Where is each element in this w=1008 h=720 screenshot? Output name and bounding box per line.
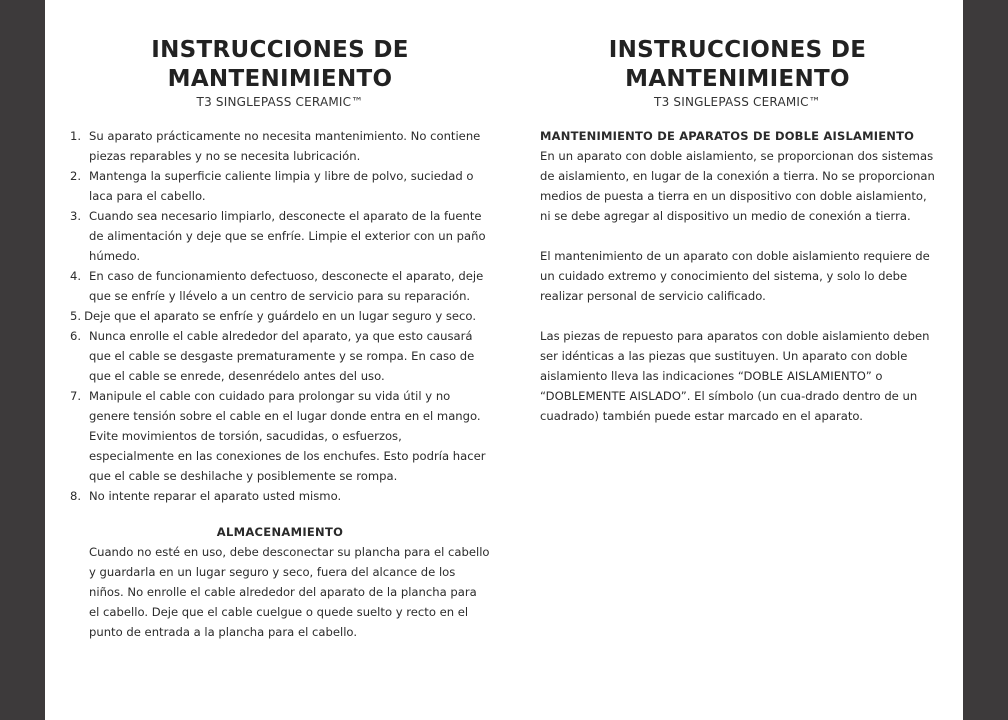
list-item-number: 7. bbox=[70, 389, 82, 403]
list-item-number: 5. bbox=[70, 309, 82, 323]
right-column bbox=[540, 0, 935, 446]
maintenance-list bbox=[70, 126, 490, 506]
right-title bbox=[540, 0, 935, 94]
list-item-number: 4. bbox=[70, 269, 82, 283]
list-item-number: 6. bbox=[70, 329, 82, 343]
paragraph-1: En un aparato con doble aislamiento, se proporcionan dos sistemas de aislamiento, en lugar de la conexión a tierra. No se proporcionan medios de puesta a tierra en un dispositivo con doble aislamiento, ni se debe agregar al dispositivo un medio de conexión a tierra. bbox=[540, 149, 935, 223]
right-subtitle: T3 SINGLEPASS CERAMIC™ bbox=[654, 95, 821, 109]
document-page bbox=[45, 0, 963, 720]
right-title-line2: MANTENIMIENTO bbox=[625, 66, 850, 92]
list-item-text: Mantenga la superficie caliente limpia y libre de polvo, suciedad o laca para el cabello. bbox=[89, 169, 474, 203]
list-item bbox=[70, 306, 490, 326]
right-title-line1: INSTRUCCIONES DE bbox=[608, 37, 867, 63]
list-item-text: En caso de funcionamiento defectuoso, desconecte el aparato, deje que se enfríe y llévelo a un centro de servicio para su reparación. bbox=[89, 269, 484, 303]
list-item-text: Su aparato prácticamente no necesita mantenimiento. No contiene piezas reparables y no se necesita lubricación. bbox=[89, 129, 481, 163]
double-insulation-heading: MANTENIMIENTO DE APARATOS DE DOBLE AISLAMIENTO bbox=[540, 129, 915, 143]
left-title-line2: MANTENIMIENTO bbox=[167, 66, 393, 92]
list-item-text: Deje que el aparato se enfríe y guárdelo en un lugar seguro y seco. bbox=[84, 309, 477, 323]
paragraph-3: Las piezas de repuesto para aparatos con doble aislamiento deben ser idénticas a las piezas que sustituyen. Un aparato con doble aislamiento lleva las indicaciones “DOBLE AISLAMIENTO” o “DOBLEMENTE AISLADO”. El símbolo (un cua-drado dentro de un cuadrado) también puede estar marcado en el aparato. bbox=[540, 329, 930, 423]
left-subtitle: T3 SINGLEPASS CERAMIC™ bbox=[196, 95, 364, 109]
list-item bbox=[70, 206, 490, 266]
list-item bbox=[70, 126, 490, 166]
list-item bbox=[70, 326, 490, 386]
list-item bbox=[70, 386, 490, 486]
list-item bbox=[70, 486, 490, 506]
storage-text: Cuando no esté en uso, debe desconectar su plancha para el cabello y guardarla en un lugar seguro y seco, fuera del alcance de los niños. No enrolle el cable alrededor del aparato de la plancha para el cabello. Deje que el cable cuelgue o quede suelto y recto en el punto de entrada a la plancha para el cabello. bbox=[89, 545, 490, 639]
left-column bbox=[70, 0, 490, 642]
list-item-text: Manipule el cable con cuidado para prolongar su vida útil y no genere tensión sobre el cable en el lugar donde entra en el mango. Evite movimientos de torsión, sacudidas, o esfuerzos, especialmente en las conexiones de los enchufes. Esto podría hacer que el cable se deshilache y posiblemente se rompa. bbox=[89, 389, 486, 483]
list-item-number: 8. bbox=[70, 489, 82, 503]
list-item bbox=[70, 166, 490, 206]
paragraph-2: El mantenimiento de un aparato con doble aislamiento requiere de un cuidado extremo y conocimiento del sistema, y solo lo debe realizar personal de servicio calificado. bbox=[540, 249, 930, 303]
list-item-text: Cuando sea necesario limpiarlo, desconecte el aparato de la fuente de alimentación y deje que se enfríe. Limpie el exterior con un paño húmedo. bbox=[89, 209, 486, 263]
left-title bbox=[70, 0, 490, 94]
list-item-text: No intente reparar el aparato usted mismo. bbox=[89, 489, 342, 503]
list-item-number: 3. bbox=[70, 209, 82, 223]
list-item-text: Nunca enrolle el cable alrededor del aparato, ya que esto causará que el cable se desgaste prematuramente y se rompa. En caso de que el cable se enrede, desenrédelo antes del uso. bbox=[89, 329, 475, 383]
list-item-number: 2. bbox=[70, 169, 82, 183]
storage-heading: ALMACENAMIENTO bbox=[216, 525, 344, 539]
list-item bbox=[70, 266, 490, 306]
list-item-number: 1. bbox=[70, 129, 82, 143]
left-title-line1: INSTRUCCIONES DE bbox=[151, 37, 409, 63]
